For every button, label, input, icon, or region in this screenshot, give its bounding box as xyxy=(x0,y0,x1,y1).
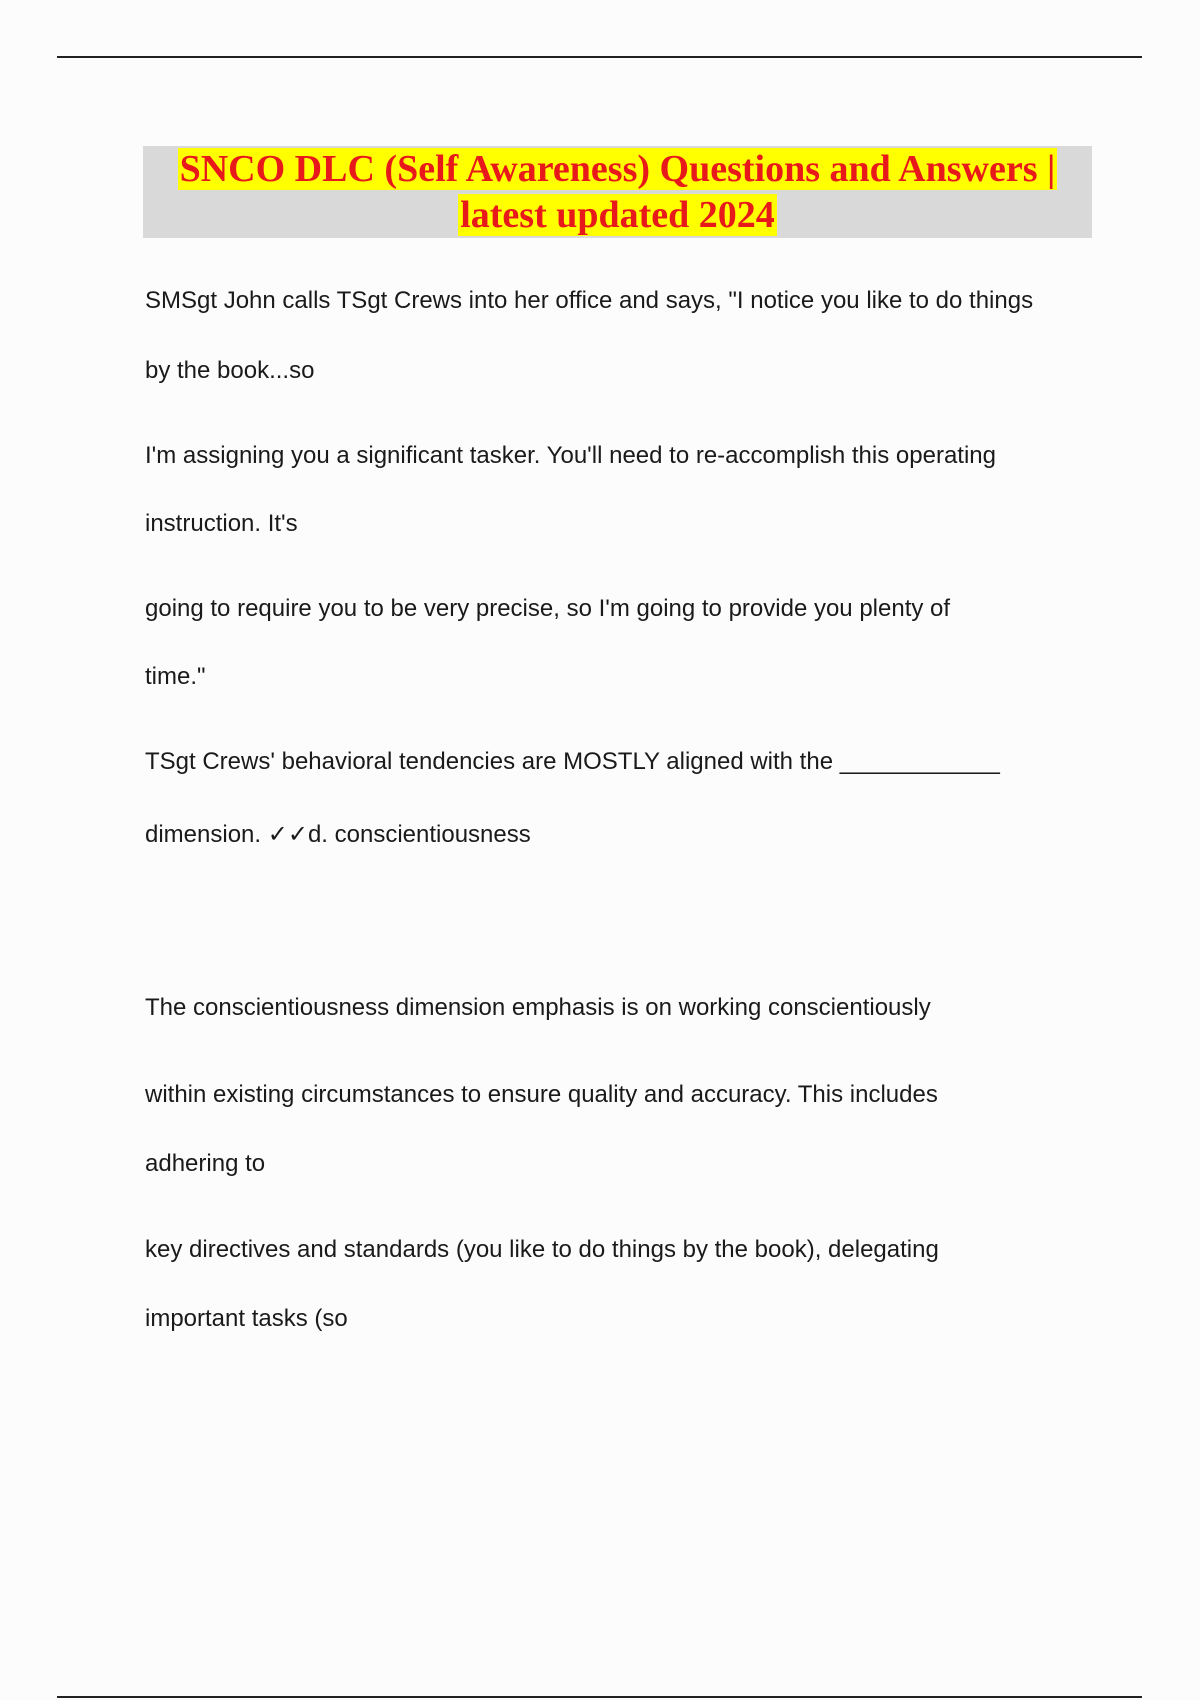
title-line-1: SNCO DLC (Self Awareness) Questions and Answers | xyxy=(179,148,1056,190)
explanation-line: important tasks (so xyxy=(145,1305,348,1332)
answer-text: d. conscientiousness xyxy=(307,821,531,848)
explanation-line: The conscientiousness dimension emphasis is on working conscientiously xyxy=(145,994,931,1021)
explanation-line: key directives and standards (you like to do things by the book), delegating xyxy=(145,1236,939,1263)
explanation-line: within existing circumstances to ensure quality and accuracy. This includes xyxy=(145,1081,938,1108)
question-line: SMSgt John calls TSgt Crews into her office and says, "I notice you like to do things xyxy=(145,287,1034,314)
question-line: going to require you to be very precise, so I'm going to provide you plenty of xyxy=(145,595,951,622)
question-line: I'm assigning you a significant tasker. You'll need to re-accomplish this operating xyxy=(145,442,996,469)
top-rule xyxy=(57,56,1142,58)
document-title xyxy=(143,146,1092,238)
explanation-line: adhering to xyxy=(145,1150,266,1177)
question-line: instruction. It's xyxy=(145,510,298,537)
question-line: by the book...so xyxy=(145,357,315,384)
question-line: TSgt Crews' behavioral tendencies are MOSTLY aligned with the ____________ xyxy=(145,748,1000,775)
bottom-rule xyxy=(57,1696,1142,1698)
answer-line: dimension. ✓✓d. conscientiousness xyxy=(145,820,531,848)
title-line-2: latest updated 2024 xyxy=(460,194,775,236)
question-line: time." xyxy=(145,663,206,690)
checkmark-icon: ✓✓ xyxy=(267,820,308,848)
